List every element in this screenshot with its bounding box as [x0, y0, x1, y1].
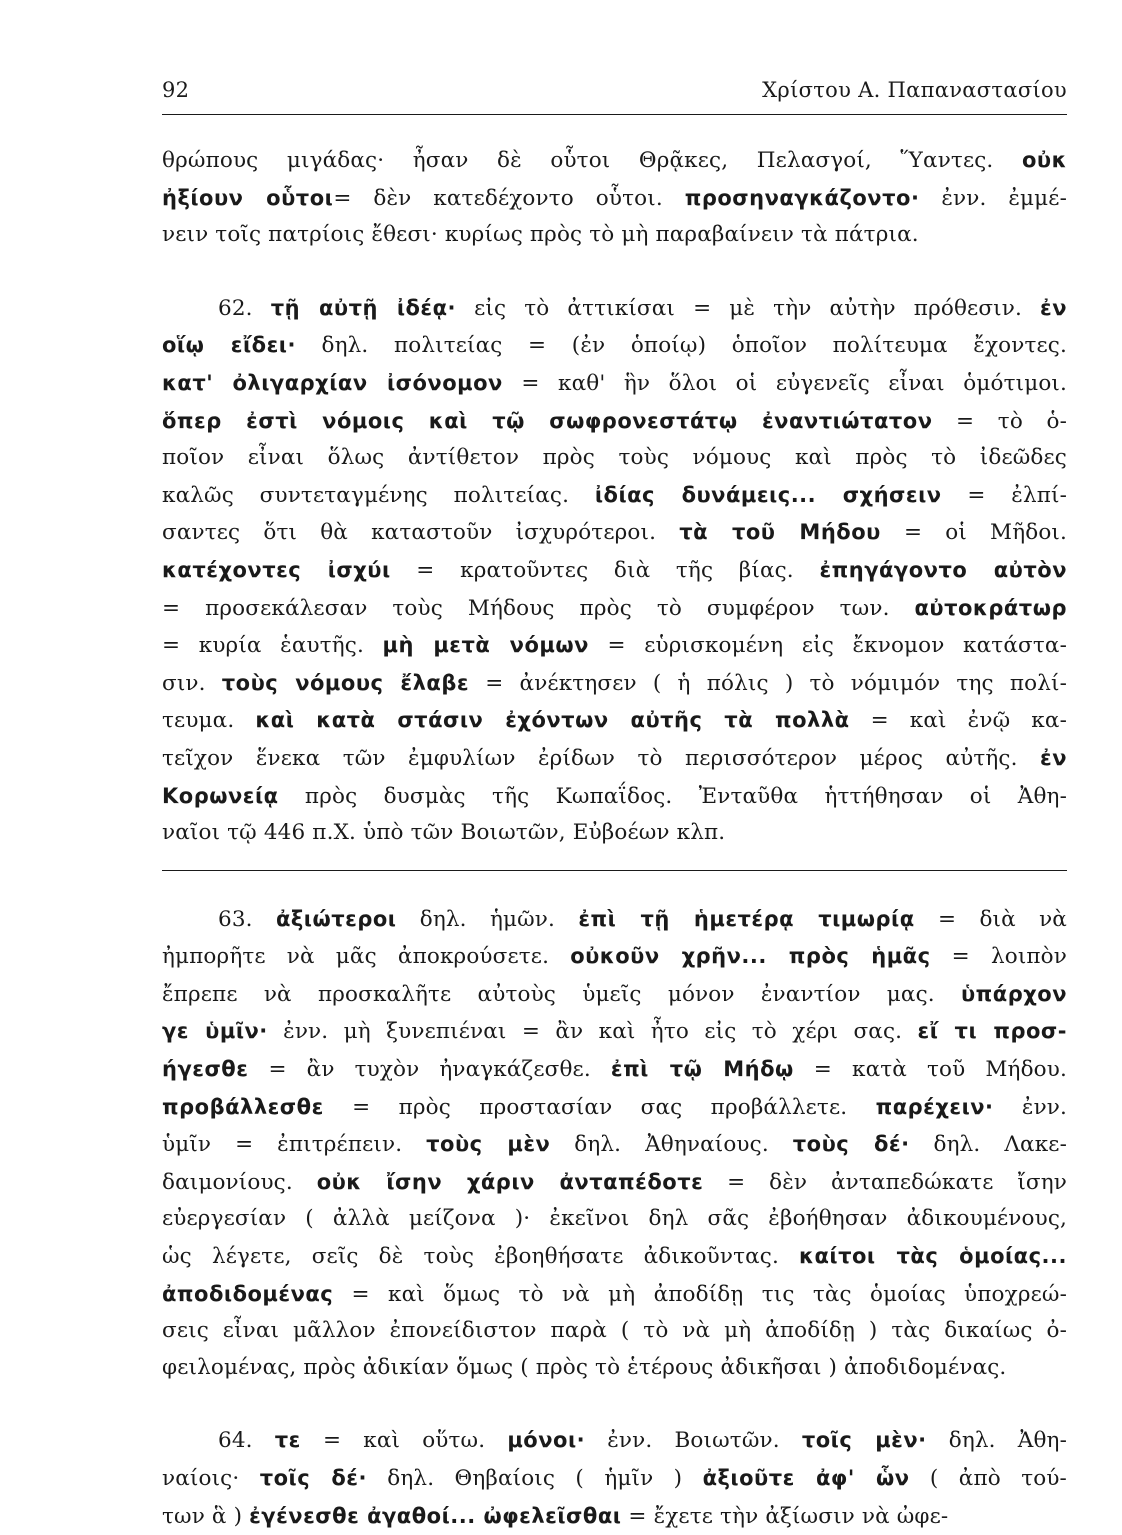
- gloss-text: δηλ. πολιτείας = (ἐν ὁποίῳ) ὁποῖον πολίτευμα ἔχοντες.: [295, 333, 1067, 359]
- gloss-text: ὡς λέγετε, σεῖς δὲ τοὺς ἐβοηθήσατε ἀδικοῦντας.: [162, 1244, 800, 1270]
- paragraph-p62: [162, 290, 1067, 852]
- gloss-text: δηλ. Ἀθηναίους.: [550, 1132, 793, 1158]
- gloss-text: 64.: [218, 1428, 275, 1454]
- paragraph-p0: [162, 142, 1067, 254]
- lemma-term: οὐκ ἴσην χάριν ἀνταπέδοτε: [316, 1169, 704, 1194]
- gloss-text: ποῖον εἶναι ὅλως ἀντίθετον πρὸς τοὺς νόμους καὶ πρὸς τὸ ἰδεῶδες: [162, 445, 1067, 471]
- gloss-text: πρὸς δυσμὰς τῆς Κωπαΐδος. Ἐνταῦθα ἡττήθησαν οἱ Ἀθη-: [278, 783, 1067, 809]
- text-line: [162, 1313, 1067, 1350]
- lemma-term: ὑπάρχον: [960, 981, 1067, 1006]
- gloss-text: νειν τοῖς πατρίοις ἔθεσι· κυρίως πρὸς τὸ μὴ παραβαίνειν τὰ πάτρια.: [162, 222, 919, 248]
- lemma-term: ἐπὶ τῷ Μήδῳ: [610, 1057, 794, 1082]
- lemma-term: τὰ τοῦ Μήδου: [679, 520, 881, 545]
- text-line: [162, 665, 1067, 703]
- running-title: Χρίστου Α. Παπαναστασίου: [762, 78, 1067, 102]
- gloss-text: = τὸ ὁ-: [932, 408, 1067, 434]
- text-line: [162, 1498, 1067, 1535]
- gloss-text: ναῖοι τῷ 446 π.Χ. ὑπὸ τῶν Βοιωτῶν, Εὐβοέων κλπ.: [162, 820, 726, 846]
- lemma-term: προβάλλεσθε: [162, 1094, 324, 1119]
- gloss-text: εὐεργεσίαν ( ἀλλὰ μείζονα )· ἐκεῖνοι δηλ σᾶς ἐβοήθησαν ἀδικουμένους,: [162, 1206, 1067, 1232]
- lemma-term: ἐν: [1040, 295, 1068, 320]
- text-line: [162, 1238, 1067, 1276]
- lemma-term: τε: [274, 1428, 301, 1453]
- gloss-text: = διὰ νὰ: [914, 906, 1067, 932]
- gloss-text: ναίοις·: [162, 1466, 260, 1491]
- text-line: [162, 1276, 1067, 1314]
- lemma-term: ἐπὶ τῇ ἡμετέρᾳ τιμωρίᾳ: [578, 906, 915, 931]
- text-line: [162, 1051, 1067, 1089]
- text-line: [162, 590, 1067, 628]
- gloss-text: ἐνν.: [993, 1094, 1067, 1120]
- text-line: [162, 180, 1067, 218]
- gloss-text: σεις εἶναι μᾶλλον ἐπονείδιστον παρὰ ( τὸ νὰ μὴ ἀποδίδῃ ) τὰς δικαίως ὀ-: [162, 1318, 1067, 1344]
- lemma-term: ἀξιοῦτε ἀφ' ὧν: [702, 1466, 910, 1490]
- gloss-text: = καὶ ὅμως τὸ νὰ μὴ ἀποδίδῃ τις τὰς ὁμοίας ὑποχρεώ-: [333, 1281, 1067, 1307]
- lemma-term: ἐν: [1040, 745, 1067, 770]
- gloss-text: σαντες ὅτι θὰ καταστοῦν ἰσχυρότεροι.: [162, 520, 680, 546]
- lemma-term: τοὺς νόμους ἔλαβε: [221, 670, 470, 695]
- gloss-text: = καθ' ἣν ὅλοι οἱ εὐγενεῖς εἶναι ὁμότιμοι.: [502, 370, 1067, 396]
- gloss-text: καλῶς συντεταγμένης πολιτείας.: [162, 482, 595, 508]
- gloss-text: δηλ. Ἀθη-: [926, 1428, 1067, 1454]
- lemma-term: ἠξίουν οὗτοι: [162, 185, 334, 210]
- text-line: [162, 327, 1067, 365]
- gloss-text: = κυρία ἑαυτῆς.: [162, 633, 383, 659]
- section-rule: [162, 1386, 1067, 1422]
- gloss-text: ὑμῖν = ἐπιτρέπειν.: [162, 1132, 427, 1158]
- section-rule: [162, 870, 1067, 871]
- gloss-text: = ἂν τυχὸν ἠναγκάζεσθε.: [248, 1057, 611, 1083]
- gloss-text: ἔπρεπε νὰ προσκαλῆτε αὐτοὺς ὑμεῖς μόνον ἐναντίον μας.: [162, 981, 961, 1007]
- gloss-text: = προσεκάλεσαν τοὺς Μήδους πρὸς τὸ συμφέρον των.: [162, 595, 915, 621]
- lemma-term: ἀποδιδομένας: [162, 1281, 334, 1306]
- gloss-text: φειλομένας, πρὸς ἀδικίαν ὅμως ( πρὸς τὸ ἑτέρους ἀδικῆσαι ) ἀποδιδομένας.: [162, 1354, 1007, 1380]
- gloss-text: = πρὸς προστασίαν σας προβάλλετε.: [323, 1094, 876, 1120]
- gloss-text: = λοιπὸν: [930, 944, 1067, 970]
- lemma-term: ἐπηγάγοντο αὐτὸν: [819, 557, 1067, 582]
- text-line: [162, 403, 1067, 441]
- lemma-term: ὅπερ ἐστὶ νόμοις καὶ τῷ σωφρονεστάτῳ ἐναντιώτατον: [162, 408, 933, 433]
- gloss-text: τευμα.: [162, 708, 256, 734]
- text-line: [162, 477, 1067, 515]
- gloss-text: 62.: [218, 295, 271, 321]
- text-line: [162, 1164, 1067, 1202]
- text-line: [162, 1350, 1067, 1387]
- page-number: 92: [162, 78, 190, 102]
- text-line: [162, 142, 1067, 180]
- text-line: [162, 514, 1067, 552]
- gloss-text: δαιμονίους.: [162, 1169, 317, 1195]
- text-line: [162, 290, 1067, 328]
- text-line: [162, 976, 1067, 1014]
- text-line: [162, 1013, 1067, 1051]
- lemma-term: προσηναγκάζοντο·: [684, 185, 920, 210]
- page-header: [162, 78, 1067, 102]
- gloss-text: = καὶ ἐνῷ κα-: [849, 708, 1067, 734]
- text-line: [162, 938, 1067, 976]
- lemma-term: ἀξιώτεροι: [275, 906, 397, 931]
- lemma-term: γε ὑμῖν·: [162, 1019, 268, 1044]
- gloss-text: = οἱ Μῆδοι.: [880, 520, 1067, 546]
- text-line: [162, 901, 1067, 939]
- lemma-term: κατέχοντες ἰσχύι: [162, 557, 391, 582]
- header-rule: [162, 114, 1067, 115]
- text-line: [162, 1460, 1067, 1498]
- gloss-text: 63.: [218, 906, 276, 932]
- gloss-text: δηλ. Λακε-: [909, 1132, 1067, 1158]
- gloss-text: = δὲν ἀνταπεδώκατε ἴσην: [703, 1169, 1067, 1195]
- text-line: [162, 440, 1067, 477]
- text-line: [162, 815, 1067, 852]
- gloss-text: = εὑρισκομένη εἰς ἔκνομον κατάστα-: [588, 633, 1067, 659]
- gloss-text: ἠμπορῆτε νὰ μᾶς ἀποκρούσετε.: [162, 944, 571, 970]
- text-line: [162, 1201, 1067, 1238]
- lemma-term: ἰδίας δυνάμεις... σχήσειν: [594, 482, 942, 507]
- gloss-text: ( ἀπὸ τού-: [909, 1466, 1067, 1491]
- lemma-term: οἵῳ εἴδει·: [162, 333, 296, 358]
- gloss-text: ἐνν. Βοιωτῶν.: [585, 1428, 802, 1454]
- text-line: [162, 1126, 1067, 1164]
- gloss-text: = ἐλπί-: [941, 482, 1068, 508]
- gloss-text: = κρατοῦντες διὰ τῆς βίας.: [390, 557, 820, 583]
- gloss-text: = καὶ οὕτω.: [300, 1428, 508, 1454]
- lemma-term: τοὺς μὲν: [426, 1132, 551, 1157]
- text-line: [162, 1089, 1067, 1127]
- gloss-text: σιν.: [162, 670, 222, 696]
- text-line: [162, 778, 1067, 816]
- lemma-term: τοὺς δέ·: [792, 1132, 910, 1157]
- gloss-text: των ἃ ): [162, 1503, 250, 1529]
- gloss-text: θρώπους μιγάδας· ἦσαν δὲ οὗτοι Θρᾷκες, Πελασγοί, Ὕαντες.: [162, 148, 1022, 173]
- lemma-term: καίτοι τὰς ὁμοίας...: [799, 1244, 1067, 1269]
- body-text: [162, 142, 1067, 1535]
- lemma-term: μόνοι·: [507, 1428, 586, 1453]
- lemma-term: κατ' ὀλιγαρχίαν ἰσόνομον: [162, 370, 503, 395]
- paragraph-p64: [162, 1422, 1067, 1535]
- lemma-term: τοῖς μὲν·: [801, 1428, 927, 1453]
- lemma-term: αὐτοκράτωρ: [914, 595, 1067, 620]
- text-line: [162, 702, 1067, 740]
- lemma-term: ἐγένεσθε ἀγαθοί... ὠφελεῖσθαι: [249, 1503, 622, 1528]
- text-line: [162, 217, 1067, 254]
- gloss-text: εἰς τὸ ἀττικίσαι = μὲ τὴν αὐτὴν πρόθεσιν.: [456, 295, 1041, 321]
- gloss-text: δηλ. Θηβαίοις ( ἡμῖν ): [366, 1466, 703, 1491]
- text-line: [162, 740, 1067, 778]
- lemma-term: Κορωνείᾳ: [162, 783, 279, 808]
- lemma-term: τῇ αὐτῇ ἰδέᾳ·: [270, 295, 457, 320]
- lemma-term: μὴ μετὰ νόμων: [382, 633, 589, 658]
- gloss-text: τεῖχον ἕνεκα τῶν ἐμφυλίων ἐρίδων τὸ περισσότερον μέρος αὐτῆς.: [162, 745, 1040, 771]
- lemma-term: ήγεσθε: [162, 1057, 249, 1082]
- text-line: [162, 365, 1067, 403]
- lemma-term: τοῖς δέ·: [259, 1466, 367, 1490]
- text-line: [162, 1422, 1067, 1460]
- gloss-text: ἐνν. ἐμμέ-: [919, 185, 1067, 211]
- section-rule: [162, 254, 1067, 290]
- text-line: [162, 552, 1067, 590]
- lemma-term: οὐκοῦν χρῆν... πρὸς ἡμᾶς: [570, 944, 931, 969]
- gloss-text: = κατὰ τοῦ Μήδου.: [793, 1057, 1067, 1083]
- paragraph-p63: [162, 901, 1067, 1387]
- gloss-text: = δὲν κατεδέχοντο οὗτοι.: [333, 185, 685, 211]
- lemma-term: οὐκ: [1021, 148, 1067, 172]
- text-line: [162, 627, 1067, 665]
- lemma-term: εἴ τι προσ-: [917, 1019, 1067, 1044]
- gloss-text: = ἀνέκτησεν ( ἡ πόλις ) τὸ νόμιμόν της πολί-: [469, 670, 1067, 696]
- gloss-text: ἐνν. μὴ ξυνεπιέναι = ἂν καὶ ἦτο εἰς τὸ χέρι σας.: [267, 1019, 918, 1045]
- lemma-term: καὶ κατὰ στάσιν ἐχόντων αὐτῆς τὰ πολλὰ: [255, 708, 850, 733]
- gloss-text: = ἔχετε τὴν ἀξίωσιν νὰ ὠφε-: [621, 1503, 949, 1529]
- gloss-text: δηλ. ἡμῶν.: [396, 906, 579, 932]
- lemma-term: παρέχειν·: [875, 1094, 994, 1119]
